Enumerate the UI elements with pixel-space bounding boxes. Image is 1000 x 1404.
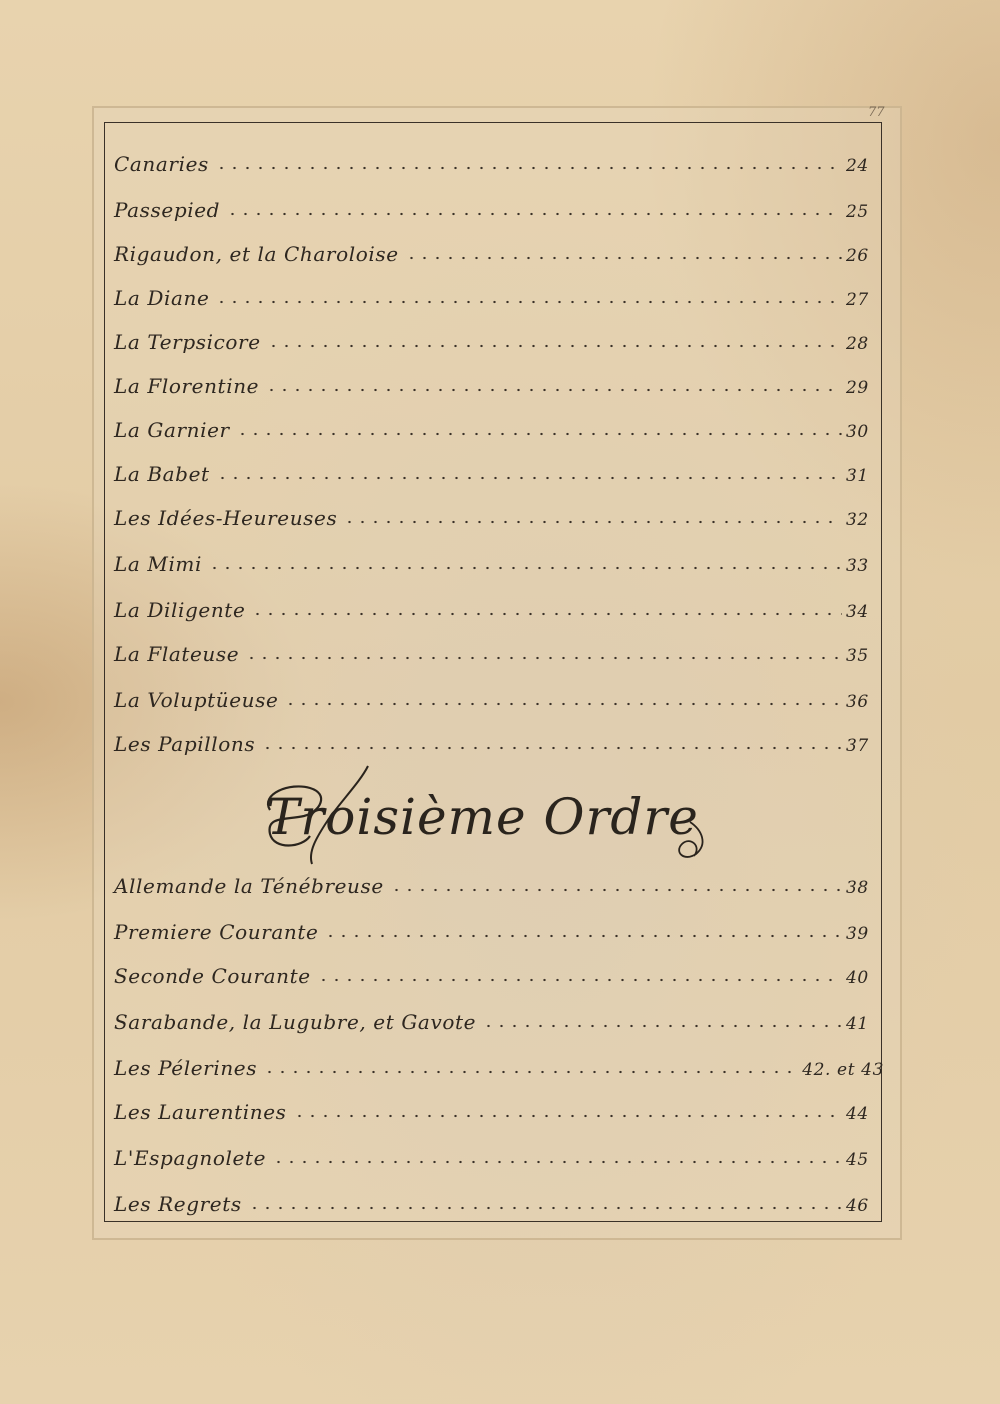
toc-entry [114, 1044, 884, 1080]
toc-entry [114, 362, 876, 398]
entry-page: 39 [846, 924, 869, 944]
entry-title: Les Regrets [114, 1192, 242, 1216]
toc-entry [114, 630, 876, 666]
dot-leader [226, 211, 842, 217]
entry-page: 34 [846, 602, 869, 622]
section-heading [250, 770, 750, 870]
dot-leader [482, 1023, 842, 1029]
dot-leader [261, 745, 842, 751]
toc-entry [114, 720, 876, 756]
entry-page: 38 [846, 878, 869, 898]
dot-leader [215, 165, 842, 171]
entry-title: La Diane [114, 286, 210, 310]
entry-title: La Mimi [114, 552, 202, 576]
entry-page: 26 [846, 246, 869, 266]
entry-page: 40 [846, 968, 869, 988]
toc-entry [114, 586, 876, 622]
entry-page: 36 [846, 692, 869, 712]
dot-leader [272, 1159, 842, 1165]
dot-leader [267, 343, 842, 349]
dot-leader [248, 1205, 842, 1211]
toc-entry [114, 274, 876, 310]
entry-title: La Flateuse [114, 642, 240, 666]
toc-entry [114, 908, 876, 944]
entry-title: Passepied [114, 198, 221, 222]
entry-title: La Voluptüeuse [114, 688, 279, 712]
entry-page: 32 [846, 510, 869, 530]
dot-leader [215, 299, 842, 305]
entry-title: La Florentine [114, 374, 260, 398]
entry-page: 35 [846, 646, 869, 666]
section-heading-text: Troisième Ordre [266, 788, 699, 846]
toc-entry [114, 230, 876, 266]
entry-page: 27 [846, 290, 869, 310]
entry-title: La Diligente [114, 598, 246, 622]
toc-entry [114, 450, 876, 486]
dot-leader [284, 701, 842, 707]
entry-title: Seconde Courante [114, 964, 311, 988]
toc-entry [114, 952, 876, 988]
entry-page: 45 [846, 1150, 869, 1170]
entry-title: Les Pélerines [114, 1056, 258, 1080]
dot-leader [343, 519, 842, 525]
entry-title: Les Laurentines [114, 1100, 287, 1124]
entry-title: Les Papillons [114, 732, 256, 756]
dot-leader [265, 387, 842, 393]
dot-leader [245, 655, 842, 661]
entry-page: 29 [846, 378, 869, 398]
entry-title: La Terpsicore [114, 330, 261, 354]
dot-leader [236, 431, 842, 437]
entry-title: Les Idées-Heureuses [114, 506, 338, 530]
page-number: 77 [868, 105, 885, 120]
entry-title: Premiere Courante [114, 920, 319, 944]
dot-leader [405, 255, 842, 261]
entry-title: Rigaudon, et la Charoloise [114, 242, 399, 266]
entry-page: 41 [846, 1014, 869, 1034]
entry-page: 33 [846, 556, 869, 576]
dot-leader [208, 565, 842, 571]
entry-page: 31 [846, 466, 869, 486]
dot-leader [317, 977, 842, 983]
toc-entry [114, 140, 876, 176]
toc-entry [114, 1180, 876, 1216]
entry-page: 24 [846, 156, 869, 176]
entry-page: 37 [846, 736, 869, 756]
toc-entry [114, 998, 876, 1034]
toc-entry [114, 406, 876, 442]
toc-entry [114, 676, 876, 712]
dot-leader [324, 933, 842, 939]
entry-page: 25 [846, 202, 869, 222]
entry-page: 30 [846, 422, 869, 442]
dot-leader [263, 1069, 798, 1075]
entry-title: Sarabande, la Lugubre, et Gavote [114, 1010, 477, 1034]
toc-entry [114, 540, 876, 576]
entry-page: 44 [846, 1104, 869, 1124]
entry-title: L'Espagnolete [114, 1146, 266, 1170]
toc-entry [114, 862, 876, 898]
entry-title: La Babet [114, 462, 210, 486]
entry-page: 42. et 43 [802, 1060, 884, 1080]
entry-page: 28 [846, 334, 869, 354]
dot-leader [390, 887, 842, 893]
entry-title: Canaries [114, 152, 209, 176]
entry-title: Allemande la Ténébreuse [114, 874, 384, 898]
entry-page: 46 [846, 1196, 869, 1216]
toc-entry [114, 318, 876, 354]
toc-entry [114, 1088, 876, 1124]
toc-entry [114, 1134, 876, 1170]
entry-title: La Garnier [114, 418, 230, 442]
dot-leader [293, 1113, 842, 1119]
dot-leader [251, 611, 842, 617]
dot-leader [216, 475, 842, 481]
toc-entry [114, 494, 876, 530]
toc-entry [114, 186, 876, 222]
